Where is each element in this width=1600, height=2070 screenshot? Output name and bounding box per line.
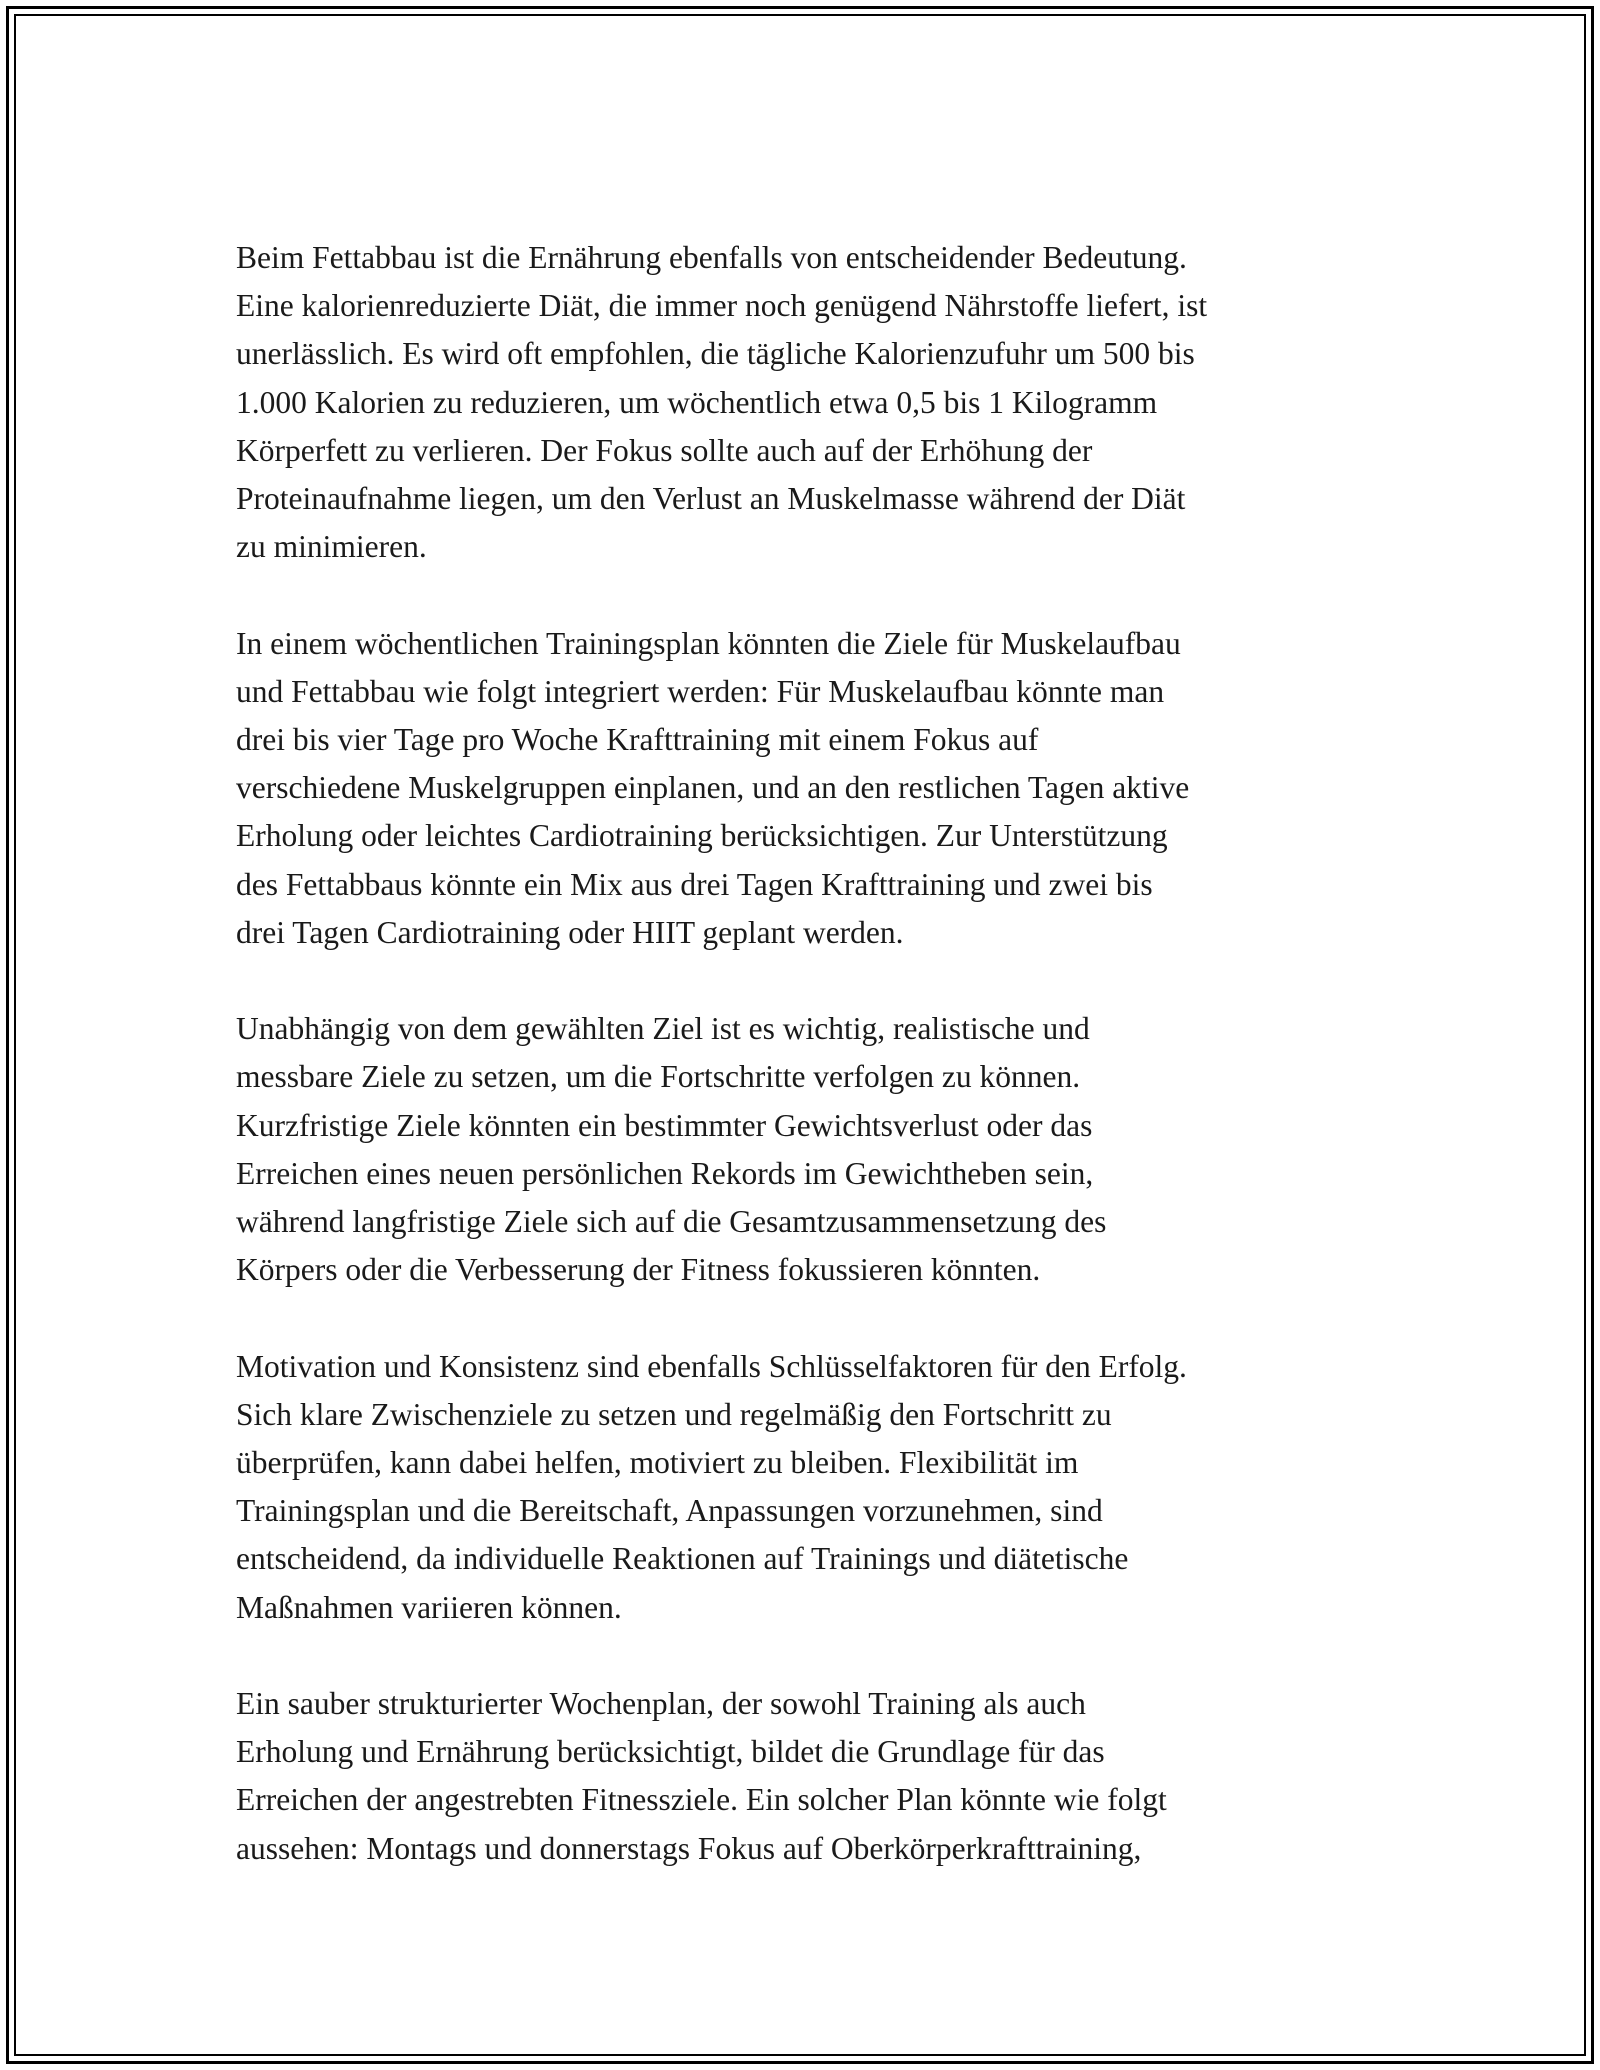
text-line: Motivation und Konsistenz sind ebenfalls Schlüsselfaktoren für den Erfolg. [236, 1348, 1187, 1384]
text-line: drei Tagen Cardiotraining oder HIIT geplant werden. [236, 914, 904, 950]
text-line: Ein sauber strukturierter Wochenplan, der sowohl Training als auch [236, 1686, 1086, 1722]
text-line: aussehen: Montags und donnerstags Fokus auf Oberkörperkrafttraining, [236, 1830, 1142, 1866]
text-line: Trainingsplan und die Bereitschaft, Anpassungen vorzunehmen, sind [236, 1493, 1103, 1529]
text-line: zu minimieren. [236, 529, 427, 565]
text-line: Beim Fettabbau ist die Ernährung ebenfalls von entscheidender Bedeutung. [236, 240, 1187, 275]
text-line: Erholung oder leichtes Cardiotraining berücksichtigen. Zur Unterstützung [236, 818, 1168, 854]
paragraph-training-plan [236, 620, 1376, 957]
paragraph-nutrition [236, 234, 1376, 571]
paragraph-motivation [236, 1343, 1376, 1632]
text-line: verschiedene Muskelgruppen einplanen, und an den restlichen Tagen aktive [236, 770, 1190, 806]
document-body [236, 234, 1376, 1921]
text-line: Eine kalorienreduzierte Diät, die immer noch genügend Nährstoffe liefert, ist [236, 288, 1208, 324]
text-line: Kurzfristige Ziele könnten ein bestimmter Gewichtsverlust oder das [236, 1107, 1093, 1143]
text-line: Proteinaufnahme liegen, um den Verlust an Muskelmasse während der Diät [236, 481, 1186, 517]
text-line: unerlässlich. Es wird oft empfohlen, die tägliche Kalorienzufuhr um 500 bis [236, 336, 1195, 372]
text-line: drei bis vier Tage pro Woche Krafttraining mit einem Fokus auf [236, 722, 1039, 758]
text-line: Erholung und Ernährung berücksichtigt, bildet die Grundlage für das [236, 1734, 1105, 1770]
text-line: Körperfett zu verlieren. Der Fokus sollte auch auf der Erhöhung der [236, 432, 1093, 468]
text-line: 1.000 Kalorien zu reduzieren, um wöchentlich etwa 0,5 bis 1 Kilogramm [236, 384, 1158, 420]
text-line: Maßnahmen variieren können. [236, 1589, 622, 1625]
text-line: entscheidend, da individuelle Reaktionen auf Trainings und diätetische [236, 1541, 1129, 1577]
text-line: Erreichen der angestrebten Fitnessziele. Ein solcher Plan könnte wie folgt [236, 1782, 1167, 1818]
paragraph-goals [236, 1005, 1376, 1294]
text-line: In einem wöchentlichen Trainingsplan könnten die Ziele für Muskelaufbau [236, 625, 1181, 661]
paragraph-weekly-plan [236, 1680, 1376, 1873]
text-line: des Fettabbaus könnte ein Mix aus drei Tagen Krafttraining und zwei bis [236, 866, 1153, 902]
text-line: während langfristige Ziele sich auf die Gesamtzusammensetzung des [236, 1204, 1107, 1240]
text-line: messbare Ziele zu setzen, um die Fortschritte verfolgen zu können. [236, 1059, 1081, 1095]
text-line: Erreichen eines neuen persönlichen Rekords im Gewichtheben sein, [236, 1155, 1094, 1191]
text-line: Unabhängig von dem gewählten Ziel ist es wichtig, realistische und [236, 1011, 1090, 1047]
text-line: Sich klare Zwischenziele zu setzen und regelmäßig den Fortschritt zu [236, 1396, 1112, 1432]
text-line: überprüfen, kann dabei helfen, motiviert zu bleiben. Flexibilität im [236, 1445, 1079, 1481]
text-line: Körpers oder die Verbesserung der Fitness fokussieren könnten. [236, 1252, 1041, 1288]
text-line: und Fettabbau wie folgt integriert werden: Für Muskelaufbau könnte man [236, 673, 1165, 709]
